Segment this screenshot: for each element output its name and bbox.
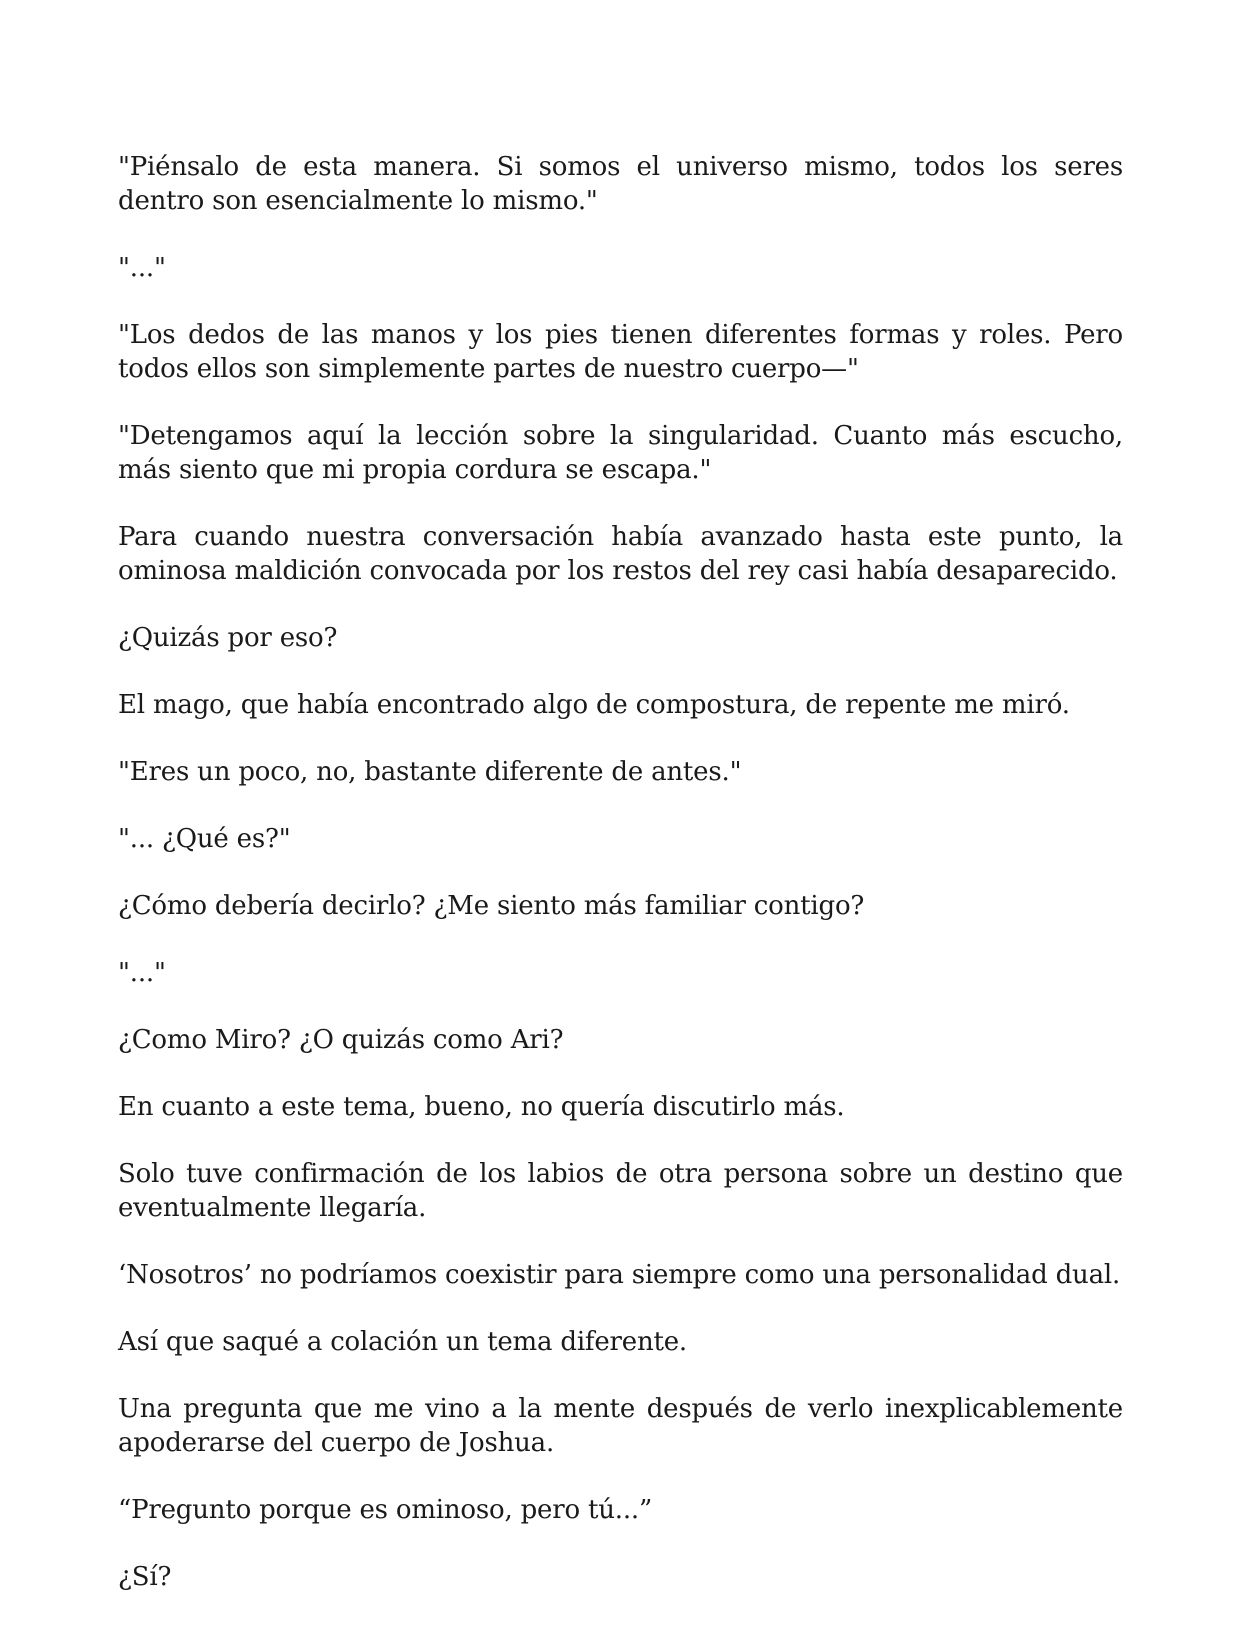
document-page [118, 150, 1123, 1627]
paragraph: Para cuando nuestra conversación había avanzado hasta este punto, la ominosa maldición convocada por los restos del rey casi había desaparecido. [118, 522, 1123, 586]
paragraph: "Detengamos aquí la lección sobre la singularidad. Cuanto más escucho, más siento que mi propia cordura se escapa." [118, 421, 1123, 485]
paragraph: En cuanto a este tema, bueno, no quería discutirlo más. [118, 1092, 845, 1122]
paragraph: ¿Como Miro? ¿O quizás como Ari? [118, 1025, 564, 1055]
paragraph: "Piénsalo de esta manera. Si somos el universo mismo, todos los seres dentro son esencialmente lo mismo." [118, 152, 1123, 216]
paragraph: ¿Sí? [118, 1562, 172, 1592]
paragraph: Así que saqué a colación un tema diferente. [118, 1327, 687, 1357]
paragraph: "... ¿Qué es?" [118, 824, 291, 854]
paragraph: Una pregunta que me vino a la mente después de verlo inexplicablemente apoderarse del cuerpo de Joshua. [118, 1394, 1123, 1458]
paragraph: "Los dedos de las manos y los pies tienen diferentes formas y roles. Pero todos ellos son simplemente partes de nuestro cuerpo—" [118, 320, 1123, 384]
paragraph: “Pregunto porque es ominoso, pero tú...” [118, 1495, 653, 1525]
paragraph: "..." [118, 253, 166, 283]
paragraph: ¿Cómo debería decirlo? ¿Me siento más familiar contigo? [118, 891, 865, 921]
paragraph: El mago, que había encontrado algo de compostura, de repente me miró. [118, 690, 1070, 720]
paragraph: Solo tuve confirmación de los labios de otra persona sobre un destino que eventualmente llegaría. [118, 1159, 1123, 1223]
paragraph: "Eres un poco, no, bastante diferente de antes." [118, 757, 742, 787]
paragraph: ‘Nosotros’ no podríamos coexistir para siempre como una personalidad dual. [118, 1260, 1121, 1290]
paragraph: "..." [118, 958, 166, 988]
paragraph: ¿Quizás por eso? [118, 623, 338, 653]
